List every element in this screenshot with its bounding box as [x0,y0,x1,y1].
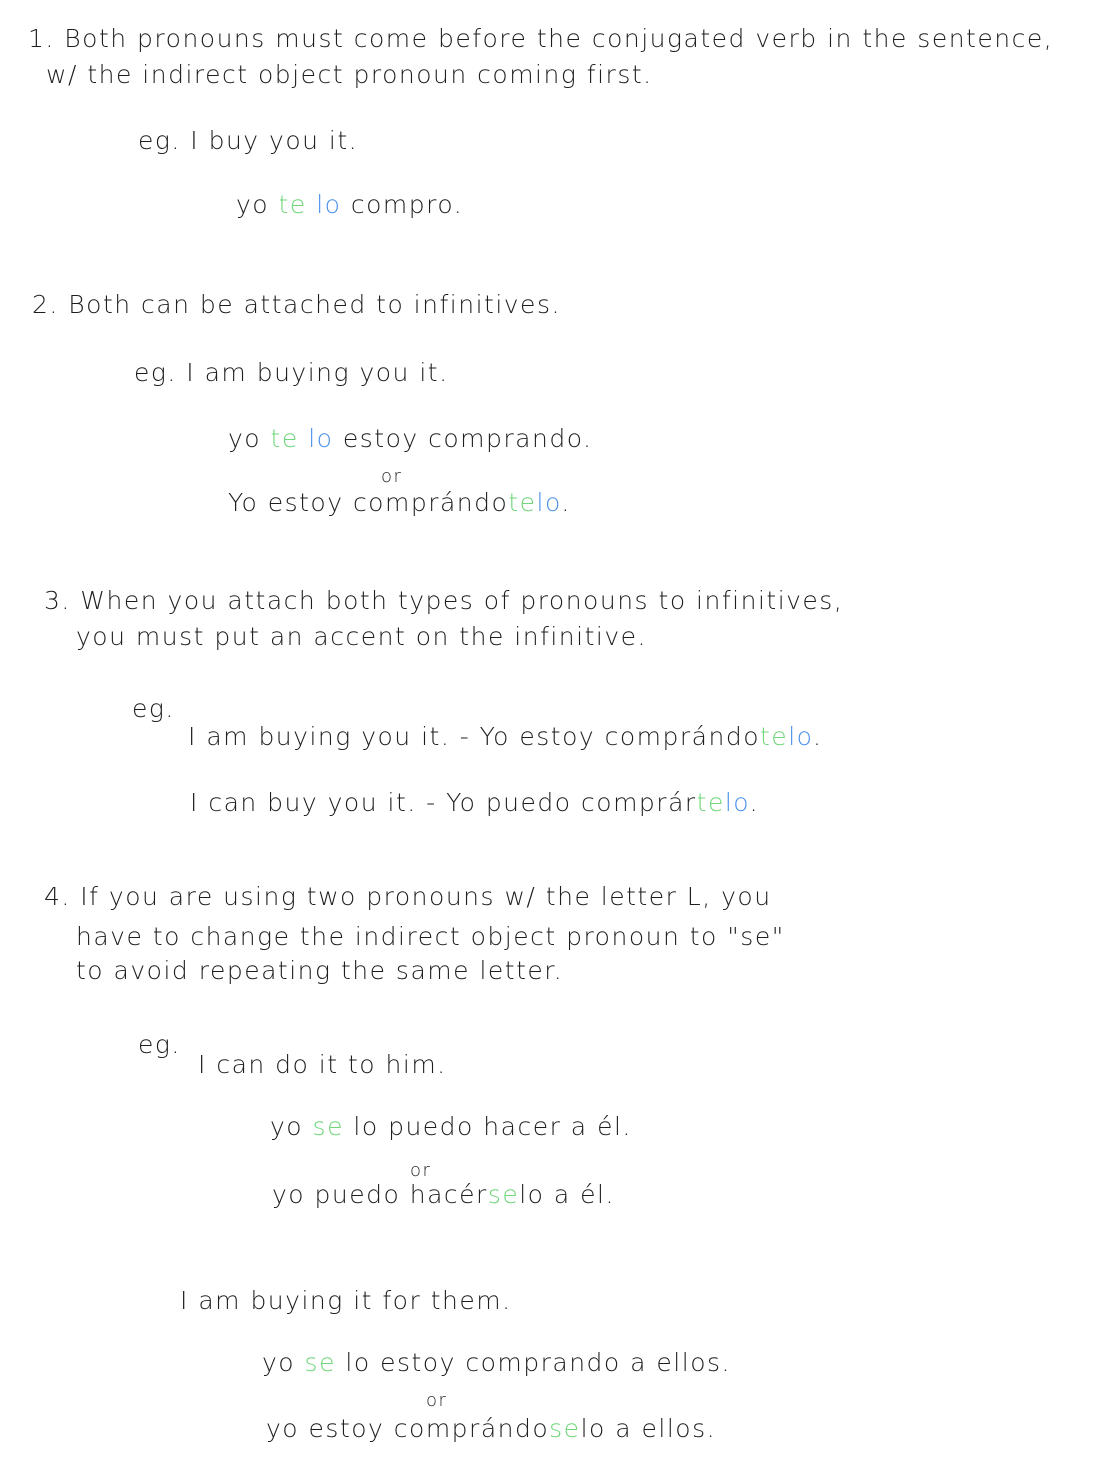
indirect-pronoun-highlight: te [760,722,789,751]
text-segment: lo a él. [519,1180,615,1209]
text-segment: yo puedo hacér [272,1180,488,1209]
note-line-e4a [198,1050,447,1079]
indirect-pronoun-highlight: se [312,1112,344,1141]
note-line-e3a [188,722,822,751]
text-segment: yo [270,1112,313,1141]
text-segment: estoy comprando. [333,424,593,453]
direct-pronoun-highlight: lo [788,722,813,751]
note-line-e2a [134,358,449,387]
text-segment: 1. Both pronouns must come before the conjugated verb in the sentence, [28,24,1054,53]
note-line-e3b [190,788,759,817]
note-line-e2b [228,424,593,453]
note-line-e4eg [138,1030,181,1059]
text-segment: Yo estoy comprándo [228,488,509,517]
note-line-e1b [236,190,463,219]
note-line-e5a [180,1286,512,1315]
text-segment: lo a ellos. [580,1414,717,1443]
text-segment: or [410,1160,432,1181]
note-line-e4or [410,1160,431,1181]
text-segment: . [813,722,823,751]
indirect-pronoun-highlight: se [487,1180,520,1209]
note-line-e4c [272,1180,615,1209]
note-line-r4c [76,956,563,985]
text-segment: 4. If you are using two pronouns w/ the letter L, you [44,882,772,911]
text-segment: yo estoy comprándo [266,1414,550,1443]
text-segment: yo [262,1348,305,1377]
note-line-e1a [138,126,358,155]
direct-pronoun-highlight: lo [308,424,334,453]
text-segment: eg. I am buying you it. [134,358,449,387]
note-line-e2c [228,488,571,517]
text-segment: yo [228,424,271,453]
direct-pronoun-highlight: lo [316,190,342,219]
direct-pronoun-highlight: lo [536,488,562,517]
note-line-e3eg [132,694,175,723]
text-segment: . [561,488,571,517]
note-line-e5c [266,1414,716,1443]
text-segment: you must put an accent on the infinitive. [76,622,647,651]
text-segment: lo puedo hacer a él. [343,1112,632,1141]
note-line-r4b [76,922,785,951]
text-segment: lo estoy comprando a ellos. [335,1348,731,1377]
text-segment: eg. [132,694,175,723]
note-line-e5or [426,1390,447,1411]
text-segment: I can buy you it. - Yo puedo comprár [190,788,697,817]
indirect-pronoun-highlight: te [278,190,317,219]
text-segment: 3. When you attach both types of pronouns to infinitives, [44,586,844,615]
text-segment: . [749,788,760,817]
text-segment: to avoid repeating the same letter. [76,956,564,985]
indirect-pronoun-highlight: te [270,424,309,453]
text-segment: I am buying you it. - Yo estoy comprándo [188,722,760,751]
indirect-pronoun-highlight: te [508,488,537,517]
note-line-r4a [44,882,772,911]
note-line-r3a [44,586,843,615]
note-line-r1b [46,60,653,89]
note-line-e4b [270,1112,632,1141]
indirect-pronoun-highlight: te [696,788,725,817]
text-segment: I am buying it for them. [180,1286,512,1315]
indirect-pronoun-highlight: se [304,1348,336,1377]
note-line-e2or [381,466,402,487]
text-segment: 2. Both can be attached to infinitives. [32,290,561,319]
note-line-r1a [28,24,1053,53]
text-segment: compro. [341,190,464,219]
text-segment: or [381,466,403,487]
text-segment: eg. I buy you it. [138,126,359,155]
direct-pronoun-highlight: lo [724,788,750,817]
indirect-pronoun-highlight: se [549,1414,581,1443]
text-segment: have to change the indirect object pronoun to "se" [76,922,785,951]
text-segment: eg. [138,1030,181,1059]
note-line-r3b [76,622,647,651]
note-line-e5b [262,1348,731,1377]
text-segment: or [426,1390,448,1411]
text-segment: yo [236,190,279,219]
note-line-r2a [32,290,561,319]
text-segment: w/ the indirect object pronoun coming first. [46,60,653,89]
text-segment: I can do it to him. [198,1050,447,1079]
